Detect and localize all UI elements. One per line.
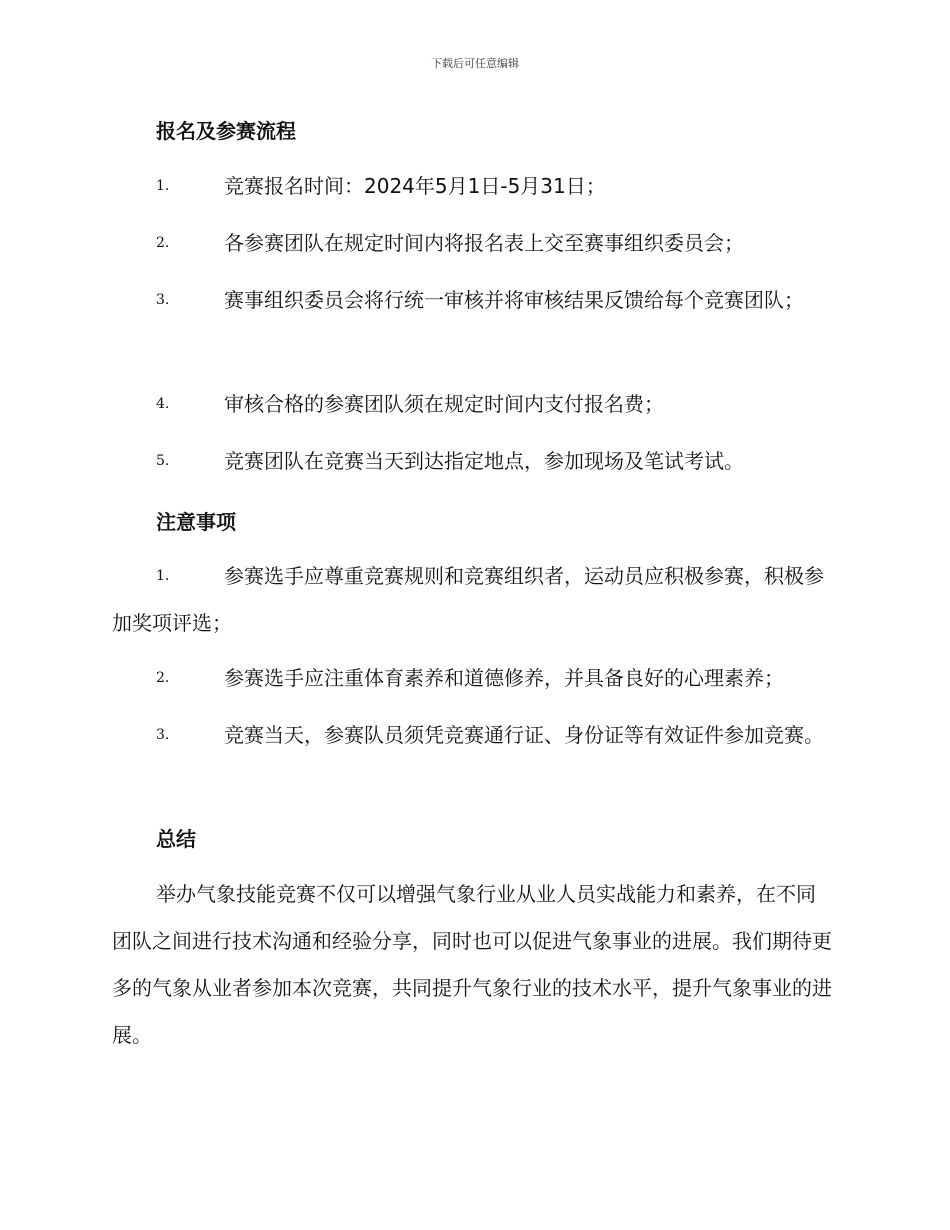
list-text: 竞赛团队在竞赛当天到达指定地点，参加现场及笔试考试。 [224, 449, 744, 473]
list-number: 4. [156, 396, 170, 412]
list-text: 赛事组织委员会将行统一审核并将审核结果反馈给每个竞赛团队； [224, 288, 804, 312]
list-item [112, 381, 832, 428]
section-heading-summary: 总结 [156, 827, 196, 851]
section-heading-registration: 报名及参赛流程 [156, 119, 296, 143]
list-number: 1. [156, 178, 170, 194]
list-text: 参赛选手应尊重竞赛规则和竞赛组织者，运动员应积极参赛，积极参加奖项评选； [112, 564, 824, 635]
list-number: 2. [156, 235, 170, 251]
list-item [112, 655, 832, 702]
list-number: 2. [156, 670, 170, 686]
list-text: 竞赛当天，参赛队员须凭竞赛通行证、身份证等有效证件参加竞赛。 [224, 723, 824, 747]
list-item [112, 220, 832, 267]
list-item [112, 163, 832, 210]
list-text: 各参赛团队在规定时间内将报名表上交至赛事组织委员会； [224, 231, 744, 255]
list-item [112, 277, 832, 324]
list-item [112, 438, 832, 485]
list-number: 1. [156, 568, 170, 584]
list-text: 竞赛报名时间：2024年5月1日-5月31日； [224, 174, 606, 198]
list-item [112, 712, 832, 759]
list-number: 3. [156, 292, 170, 308]
list-number: 3. [156, 727, 170, 743]
list-text: 参赛选手应注重体育素养和道德修养，并具备良好的心理素养； [224, 666, 784, 690]
list-item [112, 553, 832, 647]
section-heading-notes: 注意事项 [156, 510, 236, 534]
summary-paragraph: 举办气象技能竞赛不仅可以增强气象行业从业人员实战能力和素养，在不同团队之间进行技术沟通和经验分享，同时也可以促进气象事业的进展。我们期待更多的气象从业者参加本次竞赛，共同提升气象行业的技术水平，提升气象事业的进展。 [112, 882, 832, 1047]
list-number: 5. [156, 453, 170, 469]
page-header: 下载后可任意编辑 [431, 57, 519, 70]
list-text: 审核合格的参赛团队须在规定时间内支付报名费； [224, 392, 664, 416]
